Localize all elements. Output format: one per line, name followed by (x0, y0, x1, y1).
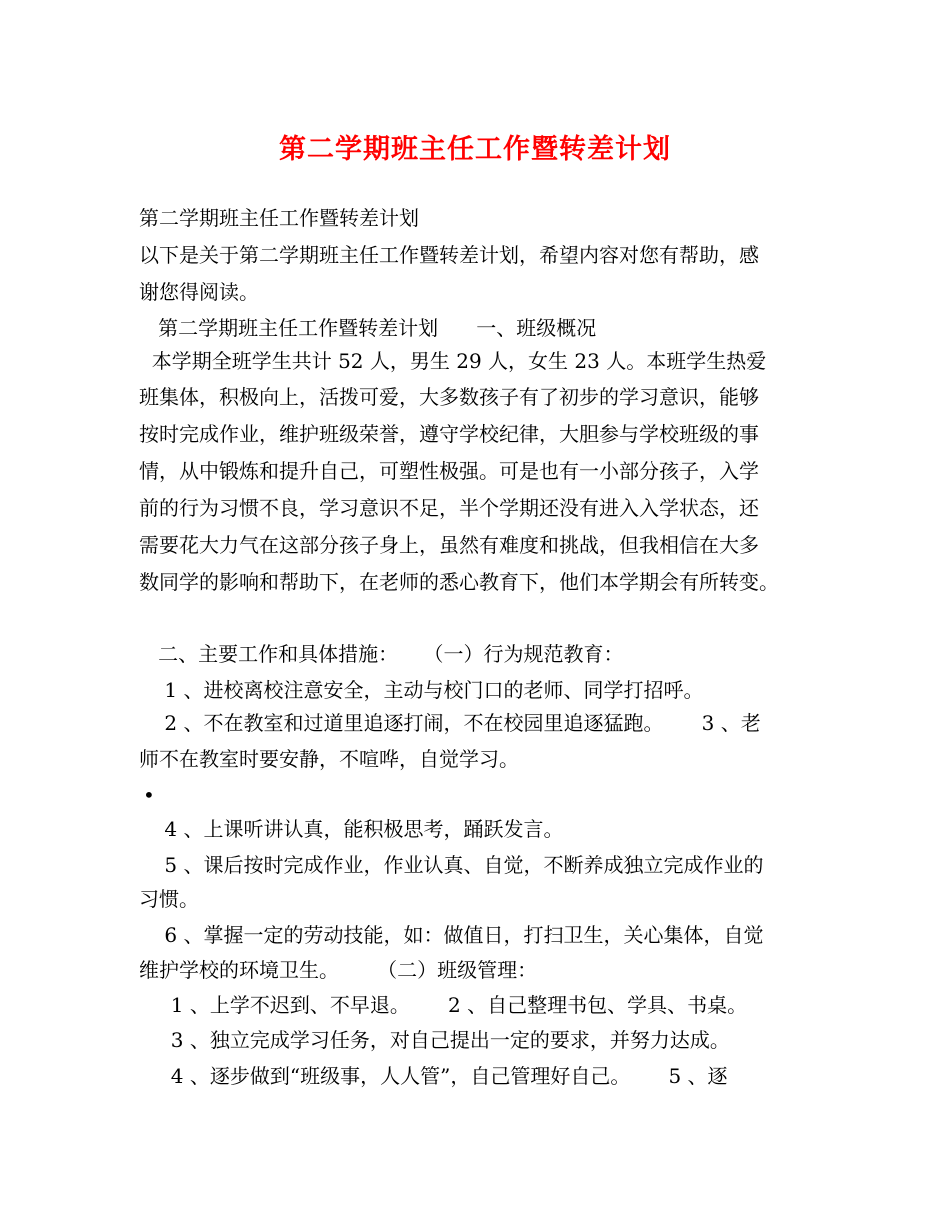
paragraph-line: 5 、课后按时完成作业，作业认真、自觉，不断养成独立完成作业的 (139, 853, 764, 877)
paragraph-line: 4 、上课听讲认真，能积极思考，踊跃发言。 (139, 817, 564, 841)
paragraph-line: 以下是关于第二学期班主任工作暨转差计划，希望内容对您有帮助，感 (139, 243, 759, 267)
paragraph-line: 班集体，积极向上，活拨可爱，大多数孩子有了初步的学习意识，能够 (139, 385, 759, 409)
paragraph-line: 二、主要工作和具体措施： （一）行为规范教育： (139, 642, 624, 666)
paragraph-line: 习惯。 (139, 887, 199, 911)
paragraph-line: 第二学期班主任工作暨转差计划 (139, 206, 419, 230)
paragraph-line: 4 、逐步做到“班级事，人人管”，自己管理好自己。 5 、逐 (139, 1064, 728, 1088)
paragraph-line: 第二学期班主任工作暨转差计划 一、班级概况 (139, 316, 597, 340)
bullet-marker: • (143, 783, 155, 807)
paragraph-line: 前的行为习惯不良，学习意识不足，半个学期还没有进入入学状态，还 (139, 496, 759, 520)
paragraph-line: 2 、不在教室和过道里追逐打闹，不在校园里追逐猛跑。 3 、老 (139, 711, 761, 735)
paragraph-line: 1 、上学不迟到、不早退。 2 、自己整理书包、学具、书桌。 (139, 993, 748, 1017)
page-title: 第二学期班主任工作暨转差计划 (279, 134, 671, 165)
paragraph-line: 3 、独立完成学习任务，对自己提出一定的要求，并努力达成。 (139, 1028, 730, 1052)
paragraph-line: 谢您得阅读。 (139, 280, 259, 304)
paragraph-line: 师不在教室时要安静，不喧哗，自觉学习。 (139, 747, 519, 771)
paragraph-line: 维护学校的环境卫生。 （二）班级管理： (139, 958, 538, 982)
paragraph-line: 需要花大力气在这部分孩子身上，虽然有难度和挑战，但我相信在大多 (139, 533, 759, 557)
paragraph-line: 6 、掌握一定的劳动技能，如：做值日，打扫卫生，关心集体，自觉 (139, 923, 764, 947)
paragraph-line: 按时完成作业，维护班级荣誉，遵守学校纪律，大胆参与学校班级的事 (139, 422, 759, 446)
paragraph-line: 本学期全班学生共计 52 人，男生 29 人，女生 23 人。本班学生热爱 (139, 349, 767, 373)
paragraph-line: 1 、进校离校注意安全，主动与校门口的老师、同学打招呼。 (139, 678, 704, 702)
paragraph-line: 情，从中锻炼和提升自己，可塑性极强。可是也有一小部分孩子，入学 (139, 459, 759, 483)
paragraph-line: 数同学的影响和帮助下，在老师的悉心教育下，他们本学期会有所转变。 (139, 570, 779, 594)
